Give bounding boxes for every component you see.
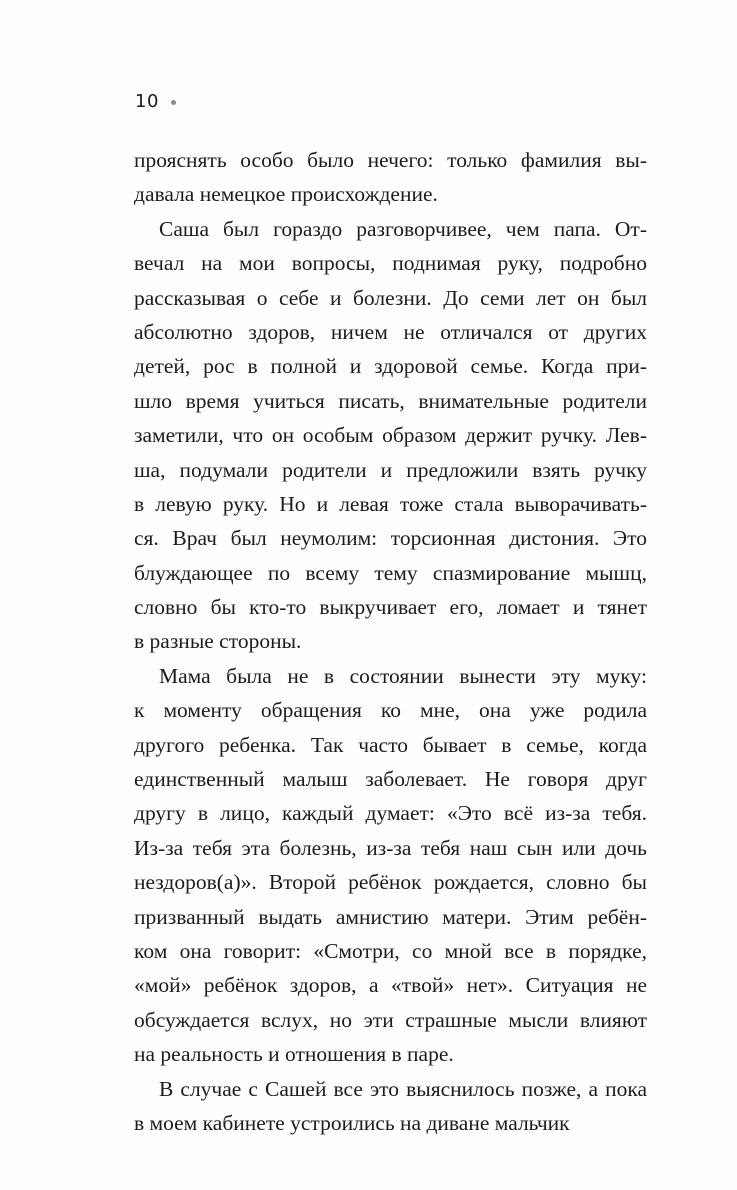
text-line: Из-за тебя эта болезнь, из-за тебя наш сын или дочь xyxy=(134,835,647,860)
paragraph xyxy=(134,212,647,659)
text-line: другу в лицо, каждый думает: «Это всё из-за тебя. xyxy=(134,801,647,826)
text-line: блуждающее по всему тему спазмирование мышц, xyxy=(134,560,647,585)
text-line: к моменту обращения ко мне, она уже родила xyxy=(134,698,647,723)
paragraph xyxy=(134,1072,647,1141)
text-line: в разные стороны. xyxy=(134,629,302,654)
text-line: призванный выдать амнистию матери. Этим ребён- xyxy=(134,904,647,929)
text-line: Мама была не в состоянии вынести эту муку: xyxy=(159,663,647,688)
text-line: вечал на мои вопросы, поднимая руку, подробно xyxy=(134,251,647,276)
text-line: нездоров(а)». Второй ребёнок рождается, словно бы xyxy=(134,870,647,895)
text-line: «мой» ребёнок здоров, а «твой» нет». Ситуация не xyxy=(134,973,647,998)
header-bullet-icon xyxy=(171,100,176,105)
text-line: шло время учиться писать, внимательные родители xyxy=(134,388,647,413)
text-line: давала немецкое происхождение. xyxy=(134,182,438,207)
body-text xyxy=(134,143,647,1140)
text-line: ком она говорит: «Смотри, со мной все в порядке, xyxy=(134,938,647,963)
page-header xyxy=(135,91,176,112)
text-line: обсуждается вслух, но эти страшные мысли влияют xyxy=(134,1007,647,1032)
text-line: Саша был гораздо разговорчивее, чем папа. От- xyxy=(159,216,647,241)
text-line: заметили, что он особым образом держит ручку. Лев- xyxy=(134,423,647,448)
paragraph xyxy=(134,659,647,1072)
text-line: в моем кабинете устроились на диване мальчик xyxy=(134,1110,570,1135)
paragraph xyxy=(134,143,647,212)
text-line: ша, подумали родители и предложили взять ручку xyxy=(134,457,647,482)
text-line: ся. Врач был неумолим: торсионная дистония. Это xyxy=(134,526,647,551)
text-line: в левую руку. Но и левая тоже стала выворачивать- xyxy=(134,491,647,516)
text-line: другого ребенка. Так часто бывает в семье, когда xyxy=(134,732,647,757)
text-line: В случае с Сашей все это выяснилось позже, а пока xyxy=(159,1076,647,1101)
page-number: 10 xyxy=(135,91,159,112)
text-line: рассказывая о себе и болезни. До семи лет он был xyxy=(134,285,647,310)
text-line: словно бы кто-то выкручивает его, ломает и тянет xyxy=(134,595,647,620)
text-line: на реальность и отношения в паре. xyxy=(134,1042,454,1067)
text-line: детей, рос в полной и здоровой семье. Когда при- xyxy=(134,354,647,379)
text-line: единственный малыш заболевает. Не говоря друг xyxy=(134,767,647,792)
text-line: прояснять особо было нечего: только фамилия вы- xyxy=(134,148,647,172)
text-line: абсолютно здоров, ничем не отличался от других xyxy=(134,319,647,344)
